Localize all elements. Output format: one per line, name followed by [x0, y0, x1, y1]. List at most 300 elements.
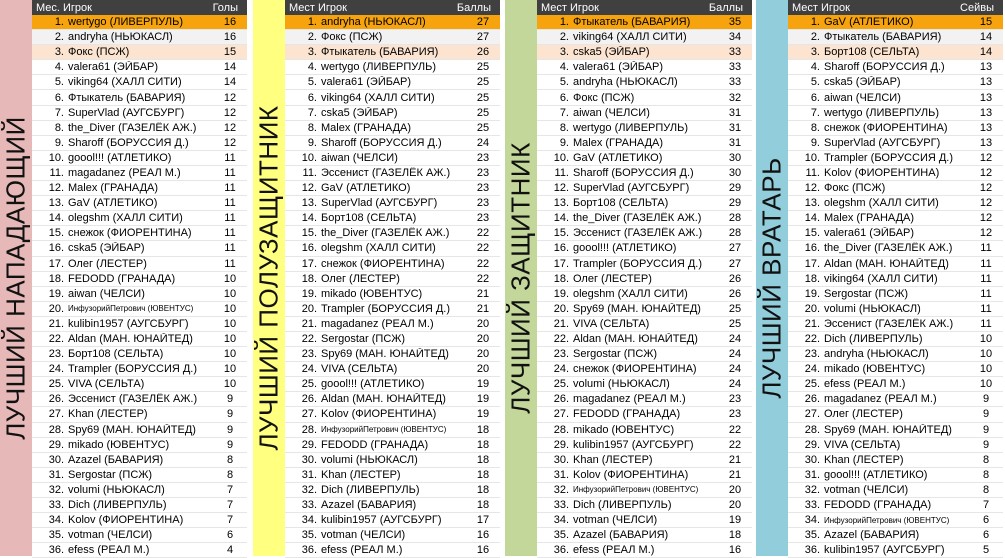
table-row	[537, 347, 752, 362]
rank-cell: 30.	[804, 453, 820, 466]
rank-cell: 5.	[307, 76, 317, 89]
value-cell: 12	[979, 166, 993, 179]
panel-title-bar	[756, 0, 788, 556]
value-cell: 10	[979, 378, 993, 391]
player-cell: FEDODD (ГРАНАДА)	[321, 438, 429, 451]
header-rank-player: Мест Игрок	[792, 1, 850, 14]
table-row	[537, 136, 752, 151]
rank-cell: 8.	[810, 121, 820, 134]
rank-cell: 30.	[553, 453, 569, 466]
table-row	[788, 528, 1003, 543]
player-cell: Spy69 (МАН. ЮНАЙТЕД)	[824, 423, 952, 436]
value-cell: 16	[476, 529, 490, 542]
player-cell: the_Diver (ГАЗЕЛЁК АЖ.)	[321, 227, 450, 240]
ranking-table	[285, 0, 500, 556]
rank-cell: 36.	[553, 544, 569, 557]
value-cell: 23	[728, 393, 742, 406]
table-body	[285, 15, 500, 558]
header-value: Баллы	[708, 1, 743, 14]
rank-cell: 12.	[48, 182, 64, 195]
rank-cell: 33.	[804, 499, 820, 512]
value-cell: 22	[476, 227, 490, 240]
player-cell: Kolov (ФИОРЕНТИНА)	[68, 514, 184, 527]
value-cell: 27	[728, 242, 742, 255]
rank-cell: 36.	[48, 544, 64, 557]
rank-cell: 23.	[553, 348, 569, 361]
player-cell: Malex (ГРАНАДА)	[573, 136, 664, 149]
table-row	[32, 362, 247, 377]
rank-cell: 29.	[48, 438, 64, 451]
rank-cell: 16.	[48, 242, 64, 255]
value-cell: 12	[223, 121, 237, 134]
value-cell: 9	[226, 423, 234, 436]
rank-cell: 24.	[301, 363, 317, 376]
rank-cell: 27.	[553, 408, 569, 421]
rank-cell: 36.	[301, 544, 317, 557]
table-row	[788, 45, 1003, 60]
table-row	[32, 407, 247, 422]
rank-cell: 12.	[804, 182, 820, 195]
table-body	[537, 15, 752, 558]
value-cell: 16	[728, 544, 742, 557]
rank-cell: 8.	[307, 121, 317, 134]
value-cell: 34	[728, 31, 742, 44]
value-cell: 11	[980, 257, 992, 270]
value-cell: 11	[224, 182, 236, 195]
player-cell: valera61 (ЭЙБАР)	[824, 227, 915, 240]
value-cell: 7	[226, 499, 234, 512]
table-row	[32, 453, 247, 468]
table-row	[285, 468, 500, 483]
table-row	[537, 257, 752, 272]
player-cell: снежок (ФИОРЕНТИНА)	[321, 257, 445, 270]
table-row	[32, 136, 247, 151]
rank-cell: 29.	[804, 438, 820, 451]
panel-title-bar	[505, 0, 537, 556]
value-cell: 14	[979, 31, 993, 44]
table-row	[537, 45, 752, 60]
rank-cell: 15.	[804, 227, 820, 240]
table-row	[788, 498, 1003, 513]
table-row	[788, 60, 1003, 75]
player-cell: Sharoff (БОРУССИЯ Д.)	[573, 166, 694, 179]
player-cell: mikado (ЮВЕНТУС)	[824, 363, 926, 376]
table-row	[32, 75, 247, 90]
panel-defender	[505, 0, 752, 556]
value-cell: 6	[982, 529, 990, 542]
player-cell: Фтыкатель (БАВАРИЯ)	[824, 31, 942, 44]
value-cell: 11	[224, 197, 236, 210]
player-cell: Sergostar (ПСЖ)	[68, 468, 153, 481]
rank-cell: 25.	[553, 378, 569, 391]
table-row	[788, 438, 1003, 453]
player-cell: wertygo (ЛИВЕРПУЛЬ)	[321, 61, 437, 74]
value-cell: 11	[980, 242, 992, 255]
rank-cell: 14.	[804, 212, 820, 225]
value-cell: 8	[982, 468, 990, 481]
table-row	[537, 181, 752, 196]
table-row	[537, 362, 752, 377]
value-cell: 15	[979, 16, 993, 29]
player-cell: Фтыкатель (БАВАРИЯ)	[573, 16, 691, 29]
player-cell: Sharoff (БОРУССИЯ Д.)	[824, 61, 945, 74]
value-cell: 31	[728, 106, 742, 119]
value-cell: 11	[224, 166, 236, 179]
table-row	[788, 362, 1003, 377]
player-cell: aiwan (ЧЕЛСИ)	[321, 151, 398, 164]
value-cell: 24	[476, 136, 490, 149]
table-row	[788, 377, 1003, 392]
rank-cell: 11.	[805, 166, 820, 179]
player-cell: cska5 (ЭЙБАР)	[573, 46, 650, 59]
player-cell: Борт108 (СЕЛЬТА)	[68, 348, 164, 361]
table-row	[32, 30, 247, 45]
rank-cell: 26.	[804, 393, 820, 406]
rank-cell: 34.	[48, 514, 64, 527]
rank-cell: 10.	[301, 151, 317, 164]
player-cell: andryha (НЬЮКАСЛ)	[68, 31, 173, 44]
table-row	[32, 483, 247, 498]
player-cell: Dich (ЛИВЕРПУЛЬ)	[68, 499, 167, 512]
rank-cell: 2.	[307, 31, 317, 44]
value-cell: 18	[476, 468, 490, 481]
table-row	[788, 468, 1003, 483]
value-cell: 9	[982, 393, 990, 406]
value-cell: 10	[979, 348, 993, 361]
table-row	[285, 196, 500, 211]
value-cell: 27	[476, 31, 490, 44]
player-cell: wertygo (ЛИВЕРПУЛЬ)	[824, 106, 940, 119]
player-cell: Kolov (ФИОРЕНТИНА)	[824, 166, 940, 179]
player-cell: goool!!! (АТЛЕТИКО)	[573, 242, 677, 255]
player-cell: снежок (ФИОРЕНТИНА)	[68, 227, 192, 240]
rank-cell: 31.	[804, 468, 820, 481]
player-cell: mikado (ЮВЕНТУС)	[573, 423, 675, 436]
player-cell: votman (ЧЕЛСИ)	[573, 514, 658, 527]
table-row	[285, 211, 500, 226]
value-cell: 25	[476, 61, 490, 74]
table-row	[537, 241, 752, 256]
value-cell: 22	[728, 438, 742, 451]
value-cell: 7	[982, 499, 990, 512]
player-cell: ИнфузорийПетрович (ЮВЕНТУС)	[68, 304, 194, 314]
player-cell: GaV (АТЛЕТИКО)	[573, 151, 663, 164]
rank-cell: 33.	[301, 499, 317, 512]
table-row	[285, 90, 500, 105]
player-cell: Azazel (БАВАРИЯ)	[68, 453, 164, 466]
rank-cell: 8.	[54, 121, 64, 134]
rank-cell: 7.	[307, 106, 317, 119]
table-row	[537, 317, 752, 332]
rank-cell: 33.	[553, 499, 569, 512]
value-cell: 24	[728, 378, 742, 391]
value-cell: 17	[476, 514, 490, 527]
value-cell: 11	[224, 242, 236, 255]
player-cell: Aldan (МАН. ЮНАЙТЕД)	[68, 333, 193, 346]
value-cell: 23	[476, 197, 490, 210]
player-cell: VIVA (СЕЛЬТА)	[573, 317, 650, 330]
rank-cell: 35.	[804, 529, 820, 542]
player-cell: efess (РЕАЛ М.)	[573, 544, 655, 557]
rank-cell: 26.	[48, 393, 64, 406]
player-cell: the_Diver (ГАЗЕЛЁК АЖ.)	[573, 212, 702, 225]
player-cell: the_Diver (ГАЗЕЛЁК АЖ.)	[68, 121, 197, 134]
rank-cell: 2.	[810, 31, 820, 44]
value-cell: 29	[728, 182, 742, 195]
rank-cell: 3.	[559, 46, 569, 59]
value-cell: 23	[728, 408, 742, 421]
rank-cell: 31.	[553, 468, 569, 481]
rank-cell: 3.	[810, 46, 820, 59]
player-cell: andryha (НЬЮКАСЛ)	[321, 16, 426, 29]
table-row	[285, 226, 500, 241]
value-cell: 22	[728, 423, 742, 436]
value-cell: 18	[476, 453, 490, 466]
rank-cell: 16.	[301, 242, 317, 255]
rank-cell: 28.	[553, 423, 569, 436]
table-row	[285, 362, 500, 377]
value-cell: 33	[728, 76, 742, 89]
rank-cell: 20.	[301, 302, 317, 315]
rank-cell: 27.	[48, 408, 64, 421]
value-cell: 28	[728, 212, 742, 225]
table-row	[285, 347, 500, 362]
table-row	[285, 45, 500, 60]
player-cell: Фокс (ПСЖ)	[68, 46, 130, 59]
rank-cell: 31.	[301, 468, 317, 481]
value-cell: 16	[476, 544, 490, 557]
value-cell: 9	[982, 438, 990, 451]
table-row	[788, 332, 1003, 347]
table-row	[537, 196, 752, 211]
header-rank-player: Мест Игрок	[541, 1, 599, 14]
player-cell: goool!!! (АТЛЕТИКО)	[824, 468, 928, 481]
player-cell: viking64 (ХАЛЛ СИТИ)	[321, 91, 435, 104]
player-cell: volumi (НЬЮКАСЛ)	[68, 483, 165, 496]
player-cell: viking64 (ХАЛЛ СИТИ)	[573, 31, 687, 44]
value-cell: 12	[979, 182, 993, 195]
panel-midfielder	[253, 0, 500, 556]
value-cell: 7	[226, 483, 234, 496]
table-row	[788, 483, 1003, 498]
rank-cell: 9.	[559, 136, 569, 149]
table-row	[285, 498, 500, 513]
table-row	[285, 60, 500, 75]
table-row	[32, 317, 247, 332]
player-cell: efess (РЕАЛ М.)	[824, 378, 906, 391]
table-row	[537, 151, 752, 166]
table-row	[537, 75, 752, 90]
player-cell: valera61 (ЭЙБАР)	[321, 76, 412, 89]
panel-forward	[0, 0, 247, 556]
table-row	[537, 407, 752, 422]
rank-cell: 13.	[804, 197, 820, 210]
table-row	[537, 513, 752, 528]
value-cell: 9	[982, 423, 990, 436]
rank-cell: 7.	[54, 106, 64, 119]
table-body	[788, 15, 1003, 558]
table-row	[788, 453, 1003, 468]
panel-title: ЛУЧШИЙ ЗАЩИТНИК	[505, 142, 536, 414]
value-cell: 30	[728, 151, 742, 164]
player-cell: ИнфузорийПетрович (ЮВЕНТУС)	[573, 485, 699, 495]
rank-cell: 22.	[48, 333, 64, 346]
table-row	[285, 423, 500, 438]
player-cell: aiwan (ЧЕЛСИ)	[68, 287, 145, 300]
player-cell: Sharoff (БОРУССИЯ Д.)	[68, 136, 189, 149]
table-header	[788, 0, 1003, 15]
player-cell: Khan (ЛЕСТЕР)	[68, 408, 148, 421]
table-row	[537, 15, 752, 30]
player-cell: Sergostar (ПСЖ)	[573, 348, 658, 361]
player-cell: goool!!! (АТЛЕТИКО)	[321, 378, 425, 391]
rank-cell: 9.	[810, 136, 820, 149]
value-cell: 8	[982, 453, 990, 466]
value-cell: 11	[224, 151, 236, 164]
table-row	[32, 302, 247, 317]
table-row	[32, 287, 247, 302]
value-cell: 6	[226, 529, 234, 542]
rank-cell: 25.	[48, 378, 64, 391]
table-row	[32, 121, 247, 136]
rank-cell: 5.	[810, 76, 820, 89]
table-row	[537, 211, 752, 226]
rank-cell: 35.	[48, 529, 64, 542]
value-cell: 33	[728, 61, 742, 74]
value-cell: 10	[223, 287, 237, 300]
player-cell: Malex (ГРАНАДА)	[68, 182, 159, 195]
value-cell: 13	[979, 76, 993, 89]
table-row	[32, 151, 247, 166]
player-cell: Kolov (ФИОРЕНТИНА)	[573, 468, 689, 481]
value-cell: 19	[476, 393, 490, 406]
player-cell: Борт108 (СЕЛЬТА)	[573, 197, 669, 210]
player-cell: Олег (ЛЕСТЕР)	[573, 272, 652, 285]
value-cell: 26	[476, 46, 490, 59]
value-cell: 9	[982, 408, 990, 421]
rank-cell: 14.	[553, 212, 569, 225]
value-cell: 25	[476, 121, 490, 134]
value-cell: 23	[476, 212, 490, 225]
table-row	[285, 483, 500, 498]
table-row	[788, 106, 1003, 121]
ranking-table	[32, 0, 247, 556]
player-cell: kulibin1957 (АУГСБУРГ)	[321, 514, 442, 527]
player-cell: Trampler (БОРУССИЯ Д.)	[68, 363, 198, 376]
value-cell: 25	[476, 91, 490, 104]
rank-cell: 26.	[553, 393, 569, 406]
table-row	[285, 106, 500, 121]
player-cell: Sharoff (БОРУССИЯ Д.)	[321, 136, 442, 149]
player-cell: VIVA (СЕЛЬТА)	[824, 438, 901, 451]
rank-cell: 8.	[559, 121, 569, 134]
player-cell: SuperVlad (АУГСБУРГ)	[824, 136, 941, 149]
panel-title-bar	[253, 0, 285, 556]
value-cell: 13	[979, 121, 993, 134]
table-row	[537, 438, 752, 453]
panel-title: ЛУЧШИЙ ВРАТАРЬ	[756, 157, 787, 399]
player-cell: Эссенист (ГАЗЕЛЁК АЖ.)	[321, 166, 451, 179]
table-row	[537, 106, 752, 121]
rank-cell: 31.	[48, 468, 64, 481]
rank-cell: 26.	[301, 393, 317, 406]
value-cell: 19	[728, 514, 742, 527]
value-cell: 32	[728, 91, 742, 104]
value-cell: 11	[980, 302, 992, 315]
value-cell: 16	[223, 16, 237, 29]
rank-cell: 28.	[804, 423, 820, 436]
rank-cell: 20.	[48, 302, 64, 315]
value-cell: 13	[979, 136, 993, 149]
player-cell: Malex (ГРАНАДА)	[321, 121, 412, 134]
rank-cell: 11.	[49, 166, 64, 179]
rank-cell: 9.	[307, 136, 317, 149]
value-cell: 35	[728, 16, 742, 29]
table-row	[788, 151, 1003, 166]
table-row	[285, 287, 500, 302]
table-row	[537, 498, 752, 513]
rank-cell: 17.	[804, 257, 820, 270]
player-cell: Azazel (БАВАРИЯ)	[573, 529, 669, 542]
player-cell: Spy69 (МАН. ЮНАЙТЕД)	[68, 423, 196, 436]
player-cell: Spy69 (МАН. ЮНАЙТЕД)	[321, 348, 449, 361]
table-row	[285, 257, 500, 272]
table-row	[788, 287, 1003, 302]
player-cell: Azazel (БАВАРИЯ)	[321, 499, 417, 512]
value-cell: 20	[728, 483, 742, 496]
rank-cell: 15.	[553, 227, 569, 240]
player-cell: Эссенист (ГАЗЕЛЁК АЖ.)	[824, 317, 954, 330]
rank-cell: 18.	[804, 272, 820, 285]
rank-cell: 28.	[301, 423, 317, 436]
rank-cell: 4.	[810, 61, 820, 74]
rank-cell: 21.	[301, 317, 317, 330]
table-row	[32, 60, 247, 75]
player-cell: Олег (ЛЕСТЕР)	[68, 257, 147, 270]
table-row	[788, 407, 1003, 422]
value-cell: 10	[223, 378, 237, 391]
table-row	[788, 241, 1003, 256]
rank-cell: 14.	[48, 212, 64, 225]
table-row	[537, 226, 752, 241]
value-cell: 23	[476, 182, 490, 195]
player-cell: Khan (ЛЕСТЕР)	[824, 453, 904, 466]
value-cell: 14	[223, 61, 237, 74]
table-row	[788, 196, 1003, 211]
table-row	[537, 528, 752, 543]
rank-cell: 6.	[810, 91, 820, 104]
rank-cell: 17.	[553, 257, 569, 270]
table-row	[537, 166, 752, 181]
player-cell: valera61 (ЭЙБАР)	[573, 61, 664, 74]
rank-cell: 25.	[301, 378, 317, 391]
value-cell: 9	[226, 438, 234, 451]
rank-cell: 4.	[54, 61, 64, 74]
header-value: Баллы	[456, 1, 491, 14]
rank-cell: 22.	[804, 333, 820, 346]
table-row	[285, 528, 500, 543]
player-cell: votman (ЧЕЛСИ)	[68, 529, 153, 542]
player-cell: VIVA (СЕЛЬТА)	[68, 378, 145, 391]
rank-cell: 5.	[559, 76, 569, 89]
player-cell: Dich (ЛИВЕРПУЛЬ)	[824, 333, 923, 346]
rank-cell: 13.	[553, 197, 569, 210]
table-row	[788, 347, 1003, 362]
rank-cell: 36.	[804, 544, 820, 557]
rank-cell: 14.	[301, 212, 317, 225]
table-row	[788, 121, 1003, 136]
table-row	[32, 226, 247, 241]
